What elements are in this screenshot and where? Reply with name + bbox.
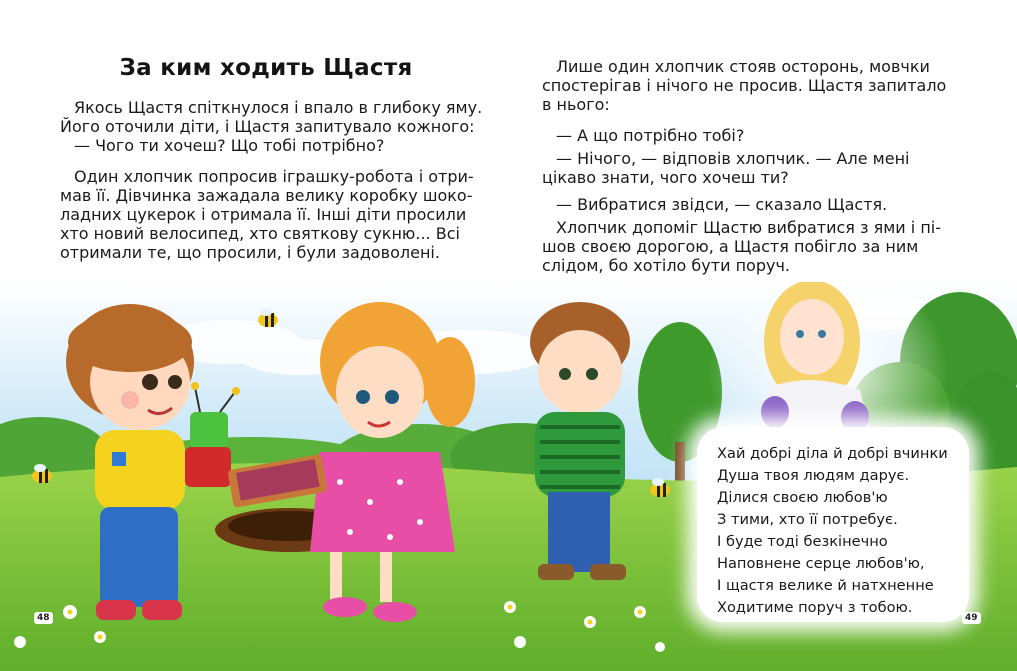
right-paragraph-3 <box>542 149 954 187</box>
text-line: Хлопчик допоміг Щастю вибратися з ями і пі- <box>556 218 941 237</box>
text-line: — А що потрібно тобі? <box>556 126 745 145</box>
text-line: спостерігав і нічого не просив. Щастя запитало <box>542 76 947 95</box>
right-paragraph-2 <box>542 126 954 145</box>
poem-line: Душа твоя людям дарує. <box>717 467 910 484</box>
text-line: — Нічого, — відповів хлопчик. — Але мені <box>556 149 910 168</box>
poem-line: І щастя велике й натхненне <box>717 577 934 594</box>
poem <box>717 443 948 619</box>
left-paragraph-1 <box>60 98 483 155</box>
left-paragraph-2 <box>60 167 472 262</box>
poem-line: Хай добрі діла й добрі вчинки <box>717 445 948 462</box>
poem-line: І буде тоді безкінечно <box>717 533 888 550</box>
text-line: — Вибратися звідси, — сказало Щастя. <box>556 195 888 214</box>
text-line: хто новий велосипед, хто святкову сукню... Всі <box>60 224 460 243</box>
text-line: мав її. Дівчинка зажадала велику коробку шоко- <box>60 186 473 205</box>
right-paragraph-1 <box>542 57 954 114</box>
text-line: ладних цукерок і отримала її. Інші діти просили <box>60 205 467 224</box>
text-line: слідом, бо хотіло бути поруч. <box>542 256 790 275</box>
text-line: цікаво знати, чого хочеш ти? <box>542 168 789 187</box>
text-line: — Чого ти хочеш? Що тобі потрібно? <box>74 136 385 155</box>
text-line: Його оточили діти, і Щастя запитувало кожного: <box>60 117 475 136</box>
text-line: отримали те, що просили, і були задоволені. <box>60 243 440 262</box>
poem-line: З тими, хто її потребує. <box>717 511 898 528</box>
poem-line: Ділися своєю любов'ю <box>717 489 888 506</box>
text-line: Якось Щастя спіткнулося і впало в глибоку яму. <box>74 98 483 117</box>
text-line: шов своєю дорогою, а Щастя побігло за ним <box>542 237 919 256</box>
story-title: За ким ходить Щастя <box>119 55 413 81</box>
text-line: в нього: <box>542 95 610 114</box>
page-number-right: 49 <box>962 612 981 624</box>
poem-line: Ходитиме поруч з тобою. <box>717 599 913 616</box>
text-line: Один хлопчик попросив іграшку-робота і отри- <box>74 167 474 186</box>
text-line: Лише один хлопчик стояв осторонь, мовчки <box>556 57 930 76</box>
right-paragraph-4 <box>542 195 954 214</box>
poem-line: Наповнене серце любов'ю, <box>717 555 925 572</box>
right-paragraph-5 <box>542 218 954 275</box>
page-number-left: 48 <box>34 612 53 624</box>
